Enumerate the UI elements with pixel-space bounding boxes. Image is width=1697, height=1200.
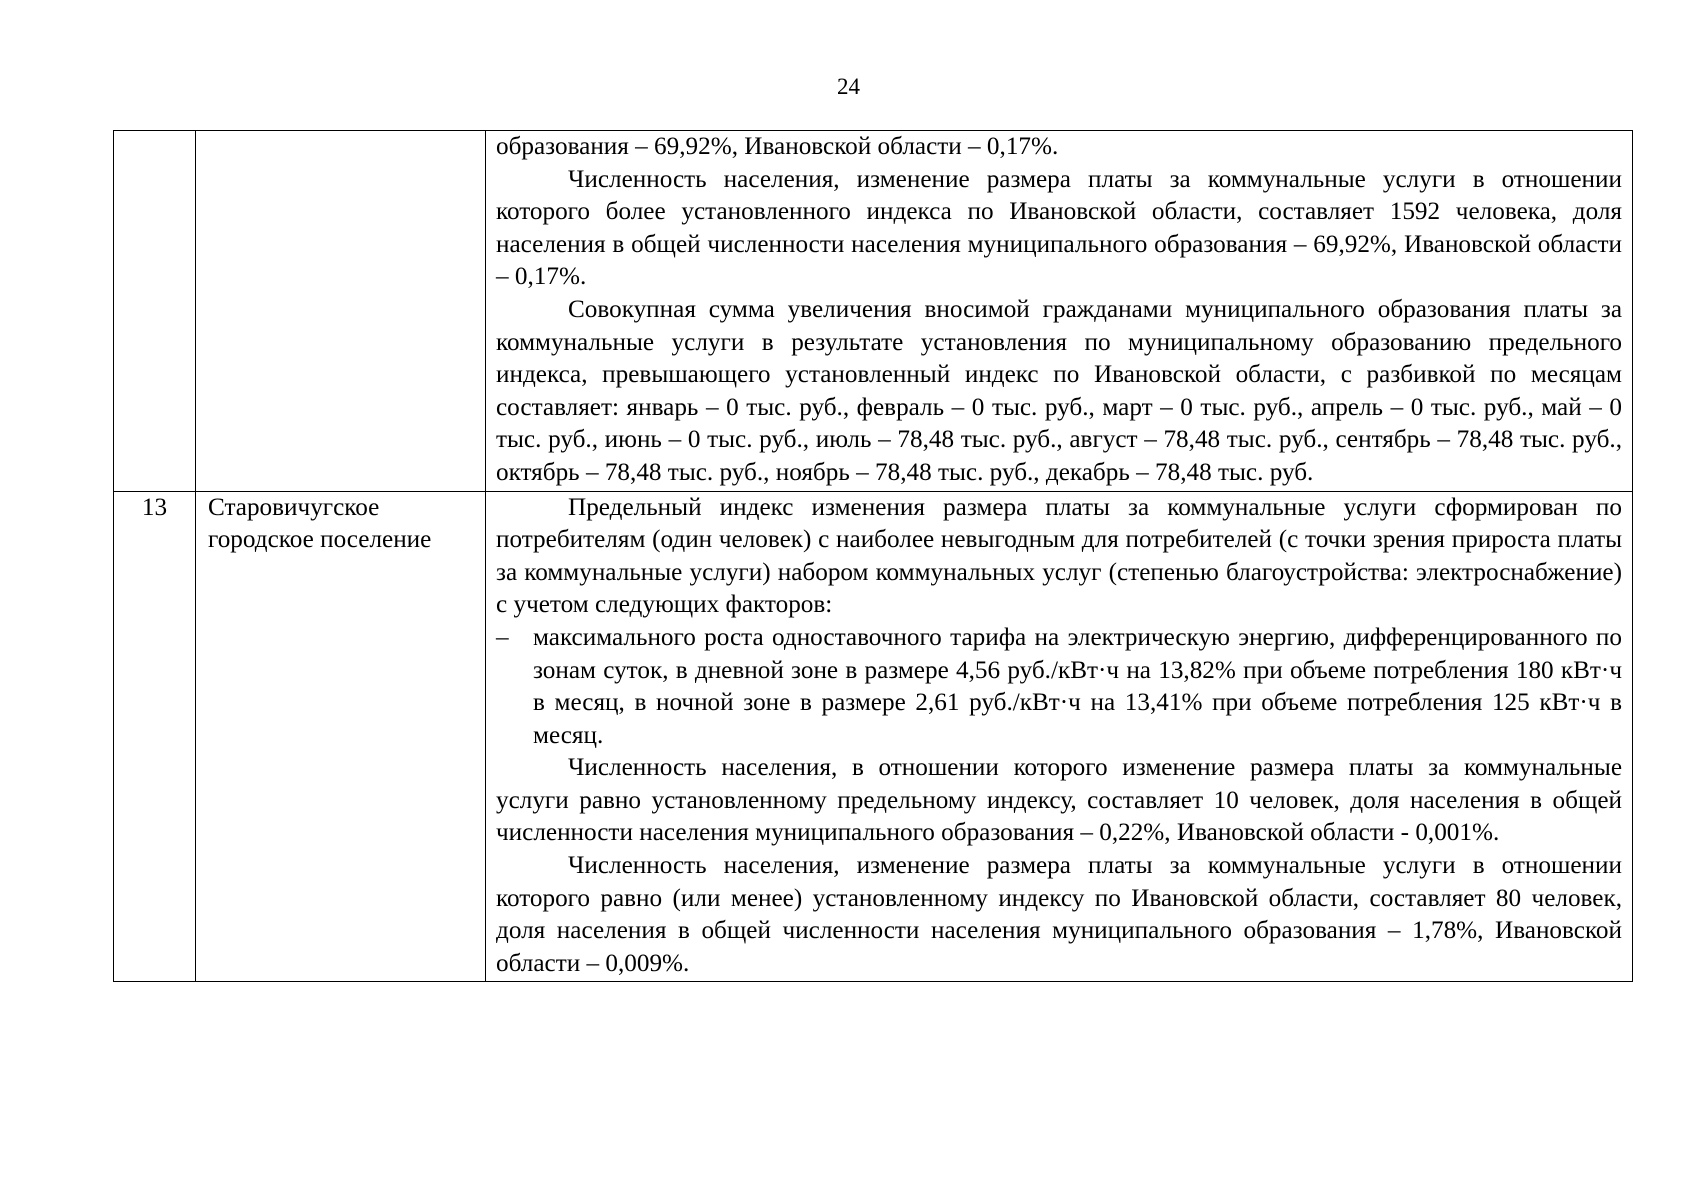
paragraph-population-above-index: Численность населения, изменение размера платы за коммунальные услуги в отношении которого более установленного индекса по Ивановской области, составляет 1592 человека, доля населения в общей численности населения муниципального образования – 69,92%, Ивановской области – 0,17%.	[496, 165, 1622, 291]
list-item	[496, 622, 1622, 752]
list-dash: –	[496, 623, 509, 651]
paragraph-index-formation: Предельный индекс изменения размера платы за коммунальные услуги сформирован по потребителям (один человек) с наиболее невыгодным для потребителей (с точки зрения прироста платы за коммунальные услуги) набором коммунальных услуг (степенью благоустройства: электроснабжение) с учетом следующих факторов:	[496, 493, 1622, 619]
paragraph-continuation: образования – 69,92%, Ивановской области – 0,17%.	[496, 133, 1059, 160]
description-cell	[486, 491, 1633, 982]
list-item-text: максимального роста одноставочного тарифа на электрическую энергию, дифференцированного по зонам суток, в дневной зоне в размере 4,56 руб./кВт·ч на 13,82% при объеме потребления 180 кВт·ч в месяц, в ночной зоне в размере 2,61 руб./кВт·ч на 13,41% при объеме потребления 125 кВт·ч в месяц.	[533, 623, 1622, 749]
page-number: 24	[837, 74, 860, 99]
paragraph-monthly-increase: Совокупная сумма увеличения вносимой гражданами муниципального образования платы за коммунальные услуги в результате установления по муниципальному образованию предельного индекса, превышающего установленный индекс по Ивановской области, с разбивкой по месяцам составляет: январь – 0 тыс. руб., февраль – 0 тыс. руб., март – 0 тыс. руб., апрель – 0 тыс. руб., май – 0 тыс. руб., июнь – 0 тыс. руб., июль – 78,48 тыс. руб., август – 78,48 тыс. руб., сентябрь – 78,48 тыс. руб., октябрь – 78,48 тыс. руб., ноябрь – 78,48 тыс. руб., декабрь – 78,48 тыс. руб.	[496, 295, 1622, 486]
row-number-cell: 13	[114, 491, 196, 982]
table-row	[114, 491, 1633, 982]
paragraph-population-equal-index: Численность населения, в отношении которого изменение размера платы за коммунальные услуги равно установленному предельному индексу, составляет 10 человек, доля населения в общей численности населения муниципального образования – 0,22%, Ивановской области - 0,001%.	[496, 754, 1622, 847]
municipality-name-cell	[196, 131, 486, 492]
table-row	[114, 131, 1633, 492]
municipality-name-cell: Старовичугское городское поселение	[196, 491, 486, 982]
description-cell	[486, 131, 1633, 492]
row-number-cell	[114, 131, 196, 492]
index-table	[113, 130, 1633, 982]
paragraph-population-below-index: Численность населения, изменение размера платы за коммунальные услуги в отношении которого равно (или менее) установленному индексу по Ивановской области, составляет 80 человек, доля населения в общей численности населения муниципального образования – 1,78%, Ивановской области – 0,009%.	[496, 852, 1622, 977]
